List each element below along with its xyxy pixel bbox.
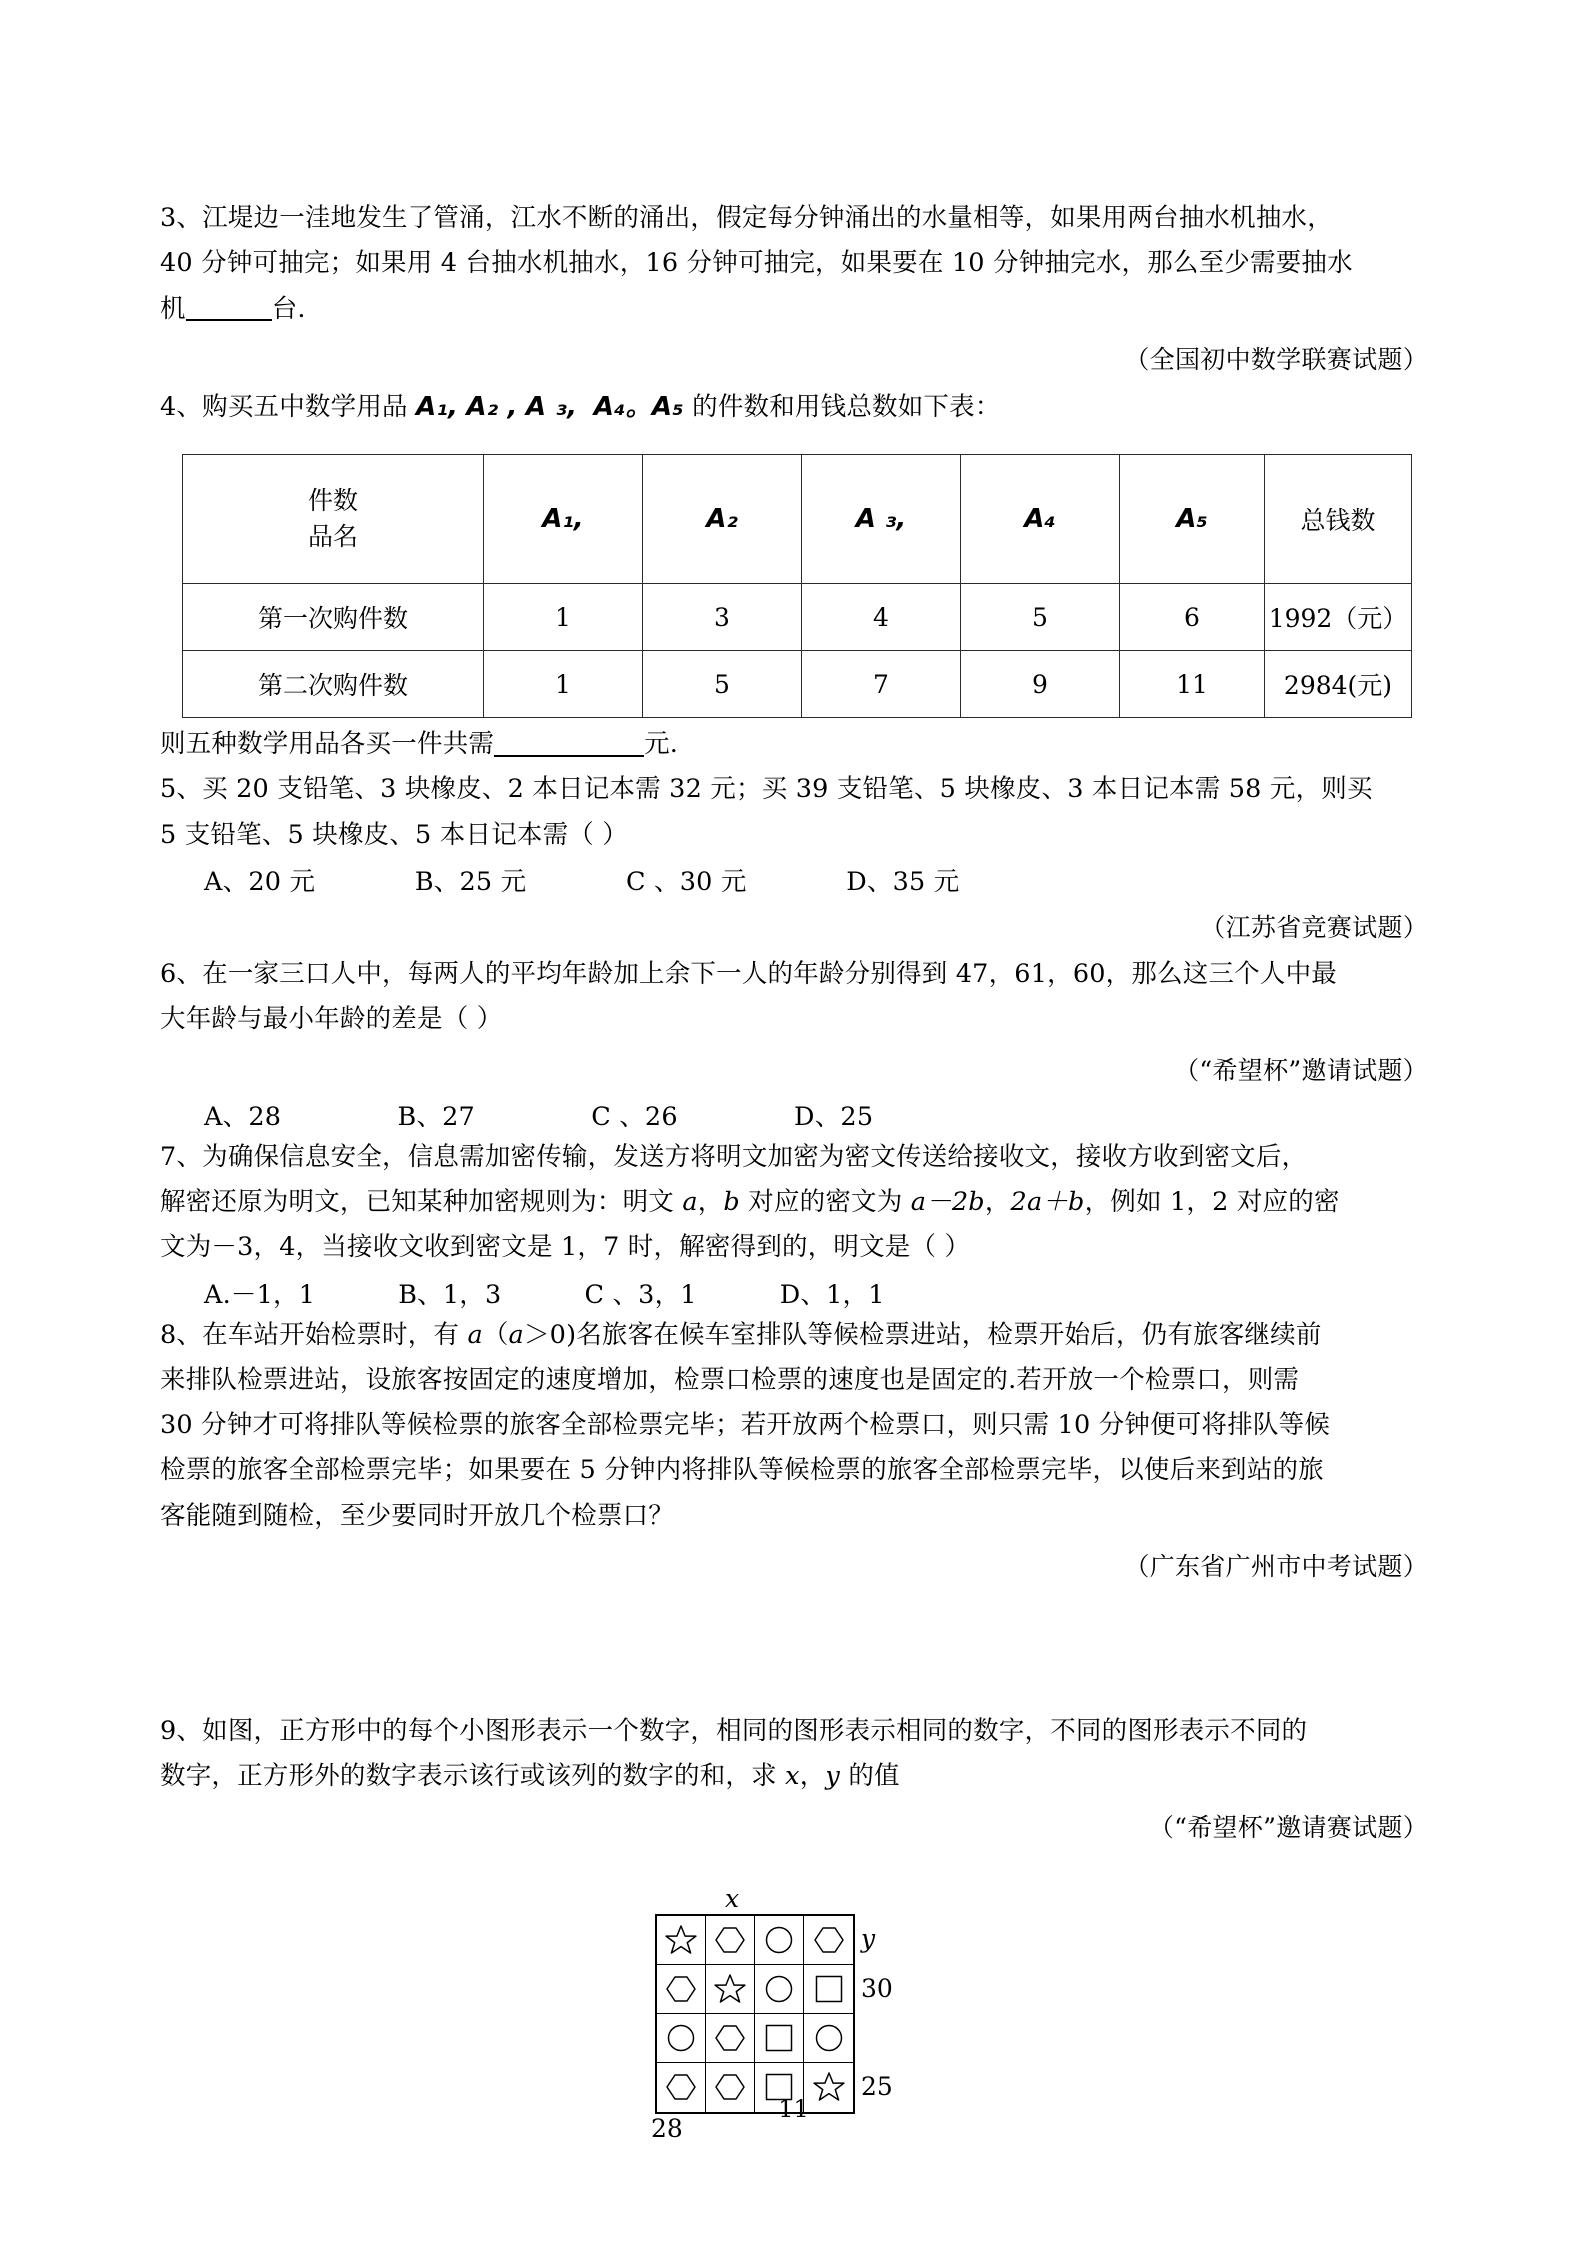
figure-col1-sum: 28 bbox=[651, 2113, 683, 2143]
problem-5-line1: 5、买 20 支铅笔、3 块橡皮、2 本日记本需 32 元；买 39 支铅笔、5 块橡皮、3 本日记本需 58 元，则买 bbox=[160, 774, 1373, 805]
problem-7-choices[interactable]: A.－1，1 B、1，3 C 、3，1 D、1，1 bbox=[204, 1279, 885, 1310]
p8-var-a2: a bbox=[508, 1319, 524, 1350]
problem-4-closing-post: 元. bbox=[644, 729, 679, 760]
problem-4-lead bbox=[160, 386, 1428, 428]
p7-seg-c: ， bbox=[697, 1186, 724, 1217]
problem-4-closing bbox=[160, 724, 1428, 765]
problem-8-line5: 客能随到随检，至少要同时开放几个检票口？ bbox=[160, 1500, 675, 1531]
corner-label-line2: 品名 bbox=[307, 522, 358, 552]
problem-9-source: （“希望杯”邀请赛试题） bbox=[1148, 1812, 1428, 1842]
table-header-a5: A₅ bbox=[1120, 455, 1265, 584]
problem-6 bbox=[160, 954, 1428, 1133]
problem-3-source: （全国初中数学联赛试题） bbox=[1124, 344, 1428, 374]
p8-seg-c: （ bbox=[482, 1319, 509, 1350]
answer-blank-q3[interactable] bbox=[186, 292, 272, 321]
row1-a5: 6 bbox=[1120, 584, 1265, 651]
p9-var-y: y bbox=[825, 1761, 841, 1792]
table-header-row bbox=[183, 455, 1412, 584]
problem-6-line2: 大年龄与最小年龄的差是（ ） bbox=[160, 1004, 503, 1035]
table-corner-header bbox=[183, 455, 484, 584]
p9-seg-e: 的值 bbox=[840, 1761, 900, 1792]
problem-6-source: （“希望杯”邀请试题） bbox=[1174, 1055, 1428, 1085]
p8-var-a1: a bbox=[467, 1319, 483, 1350]
figure-row2-sum: 30 bbox=[861, 1973, 893, 2003]
row1-a1: 1 bbox=[484, 584, 643, 651]
symbol-a2: A₂ , bbox=[466, 391, 518, 422]
row2-a4: 9 bbox=[961, 651, 1120, 718]
row1-a2: 3 bbox=[643, 584, 802, 651]
problem-9 bbox=[160, 1711, 1428, 2152]
row2-a5: 11 bbox=[1120, 651, 1265, 718]
p7-seg-i: ，例如 1，2 对应的密 bbox=[1084, 1186, 1340, 1217]
problem-3 bbox=[160, 198, 1428, 376]
hexagon-icon bbox=[657, 1965, 706, 2014]
p7-seg-a: 解密还原为明文，已知某种加密规则为：明文 bbox=[160, 1186, 683, 1217]
problem-8-line1 bbox=[160, 1315, 1428, 1356]
problem-9-line1: 9、如图，正方形中的每个小图形表示一个数字，相同的图形表示相同的数字，不同的图形表示不同的 bbox=[160, 1716, 1308, 1747]
star-icon bbox=[657, 1916, 706, 1965]
problem-8-line2: 来排队检票进站，设旅客按固定的速度增加，检票口检票的速度也是固定的.若开放一个检票口，则需 bbox=[160, 1364, 1300, 1395]
row2-a1: 1 bbox=[484, 651, 643, 718]
symbol-a4: A₄。 bbox=[593, 391, 652, 422]
p9-seg-c: ， bbox=[799, 1761, 826, 1792]
p7-var-b: b bbox=[723, 1186, 740, 1217]
p7-expr-2: 2a＋b bbox=[1010, 1186, 1085, 1217]
problem-8-source: （广东省广州市中考试题） bbox=[1124, 1552, 1428, 1582]
problem-3-line3-pre: 机 bbox=[160, 293, 186, 324]
problem-5 bbox=[160, 769, 1428, 944]
problem-5-line2: 5 支铅笔、5 块橡皮、5 本日记本需（ ） bbox=[160, 819, 628, 850]
problem-8 bbox=[160, 1315, 1428, 1583]
circle-icon bbox=[755, 1916, 804, 1965]
table-header-total: 总钱数 bbox=[1265, 455, 1412, 584]
table-header-a3: A ₃, bbox=[802, 455, 961, 584]
table-row bbox=[183, 584, 1412, 651]
p8-seg-a: 8、在车站开始检票时，有 bbox=[160, 1319, 468, 1350]
page-number: 11 bbox=[778, 2095, 809, 2123]
problem-7-line2 bbox=[160, 1182, 1428, 1223]
row1-label: 第一次购件数 bbox=[183, 584, 484, 651]
problem-3-line3 bbox=[160, 289, 1428, 330]
problem-3-line3-post: 台. bbox=[271, 293, 306, 324]
symbol-a3: A ₃, bbox=[525, 391, 578, 422]
star-icon bbox=[706, 1965, 755, 2014]
row2-total: 2984(元) bbox=[1265, 651, 1412, 718]
table-header-a1: A₁, bbox=[484, 455, 643, 584]
problem-7-line1: 7、为确保信息安全，信息需加密传输，发送方将明文加密为密文传送给接收文，接收方收到密文后， bbox=[160, 1141, 1308, 1172]
circle-icon bbox=[804, 2014, 853, 2063]
problem-3-line2: 40 分钟可抽完；如果用 4 台抽水机抽水，16 分钟可抽完，如果要在 10 分钟抽完水，那么至少需要抽水 bbox=[160, 248, 1353, 279]
symbol-grid bbox=[655, 1914, 855, 2114]
answer-blank-q4[interactable] bbox=[494, 728, 644, 757]
problem-5-source: （江苏省竞赛试题） bbox=[1200, 913, 1428, 943]
goods-table-wrapper bbox=[182, 454, 1428, 718]
problem-7 bbox=[160, 1137, 1428, 1311]
row2-label: 第二次购件数 bbox=[183, 651, 484, 718]
table-row bbox=[183, 651, 1412, 718]
symbol-a1: A₁, bbox=[416, 391, 459, 422]
problem-4-lead-pre: 4、购买五中数学用品 bbox=[160, 391, 417, 422]
problem-4-lead-post: 的件数和用钱总数如下表： bbox=[683, 391, 1001, 422]
problem-6-choices[interactable]: A、28 B、27 C 、26 D、25 bbox=[204, 1101, 874, 1132]
row1-a4: 5 bbox=[961, 584, 1120, 651]
p7-seg-e: 对应的密文为 bbox=[739, 1186, 911, 1217]
row1-a3: 4 bbox=[802, 584, 961, 651]
problem-8-line3: 30 分钟才可将排队等候检票的旅客全部检票完毕；若开放两个检票口，则只需 10 分钟便可将排队等候 bbox=[160, 1410, 1331, 1441]
problem-4-closing-pre: 则五种数学用品各买一件共需 bbox=[160, 729, 495, 760]
circle-icon bbox=[657, 2014, 706, 2063]
problem-7-line3: 文为－3，4，当接收文收到密文是 1，7 时，解密得到的，明文是（ ） bbox=[160, 1232, 971, 1263]
problem-6-line1: 6、在一家三口人中，每两人的平均年龄加上余下一人的年龄分别得到 47，61，60，那么这三个人中最 bbox=[160, 959, 1337, 990]
p7-expr-1: a－2b bbox=[910, 1186, 985, 1217]
table-header-a4: A₄ bbox=[961, 455, 1120, 584]
p9-var-x: x bbox=[785, 1761, 800, 1792]
figure-label-y: y bbox=[861, 1923, 876, 1953]
problem-4 bbox=[160, 386, 1428, 766]
p9-seg-a: 数字，正方形外的数字表示该行或该列的数字的和，求 bbox=[160, 1761, 786, 1792]
problem-9-line2 bbox=[160, 1756, 1428, 1797]
row2-a3: 7 bbox=[802, 651, 961, 718]
goods-table bbox=[182, 454, 1412, 718]
hexagon-icon bbox=[804, 1916, 853, 1965]
p7-var-a: a bbox=[682, 1186, 698, 1217]
hexagon-icon bbox=[706, 2014, 755, 2063]
square-icon bbox=[804, 1965, 853, 2014]
row1-total: 1992（元） bbox=[1265, 584, 1412, 651]
hexagon-icon bbox=[706, 1916, 755, 1965]
p7-seg-g: ， bbox=[984, 1186, 1011, 1217]
row2-a2: 5 bbox=[643, 651, 802, 718]
problem-3-line1: 3、江堤边一洼地发生了管涌，江水不断的涌出，假定每分钟涌出的水量相等，如果用两台抽水机抽水， bbox=[160, 203, 1333, 233]
section-spacer bbox=[160, 1593, 1428, 1711]
problem-8-line4: 检票的旅客全部检票完毕；如果要在 5 分钟内将排队等候检票的旅客全部检票完毕，以使后来到站的旅 bbox=[160, 1455, 1324, 1486]
table-header-a2: A₂ bbox=[643, 455, 802, 584]
figure-label-x: x bbox=[725, 1883, 740, 1913]
figure-row4-sum: 25 bbox=[861, 2071, 893, 2101]
symbol-a5: A₅ bbox=[651, 391, 684, 422]
p8-seg-e: ＞0)名旅客在候车室排队等候检票进站，检票开始后，仍有旅客继续前 bbox=[523, 1319, 1322, 1350]
page-content bbox=[160, 198, 1428, 2152]
circle-icon bbox=[755, 1965, 804, 2014]
problem-5-choices[interactable]: A、20 元 B、25 元 C 、30 元 D、35 元 bbox=[204, 867, 960, 898]
corner-label-line1: 件数 bbox=[307, 485, 358, 515]
square-icon bbox=[755, 2014, 804, 2063]
